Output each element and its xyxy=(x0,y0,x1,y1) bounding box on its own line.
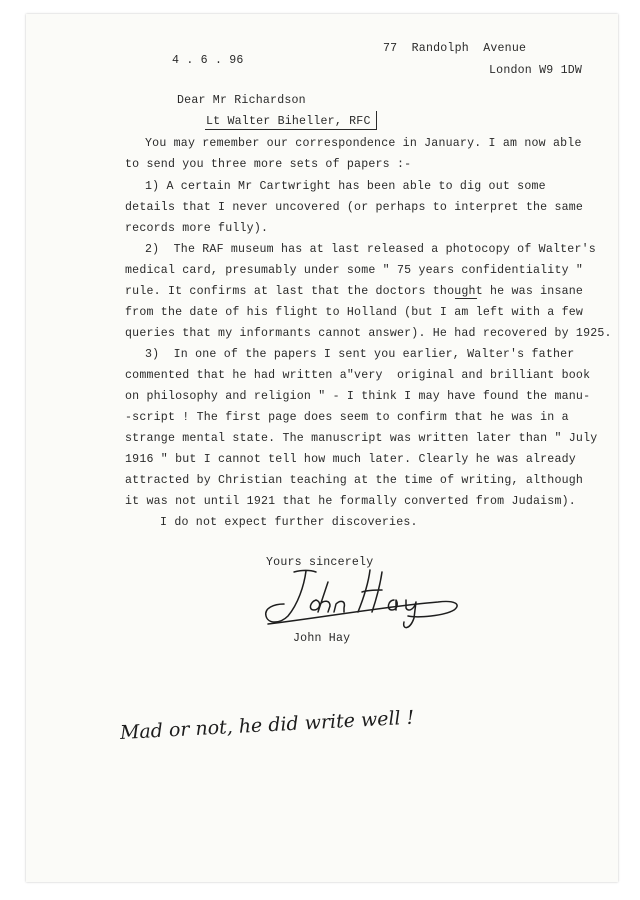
body-line-16: 1916 " but I cannot tell how much later. Clearly he was already xyxy=(125,453,576,466)
subject-line: Lt Walter Biheller, RFC xyxy=(206,115,371,128)
address-line-2: London W9 1DW xyxy=(489,64,583,77)
body-line-17: attracted by Christian teaching at the time of writing, although xyxy=(125,474,584,487)
address-line-1: 77 Randolph Avenue xyxy=(383,42,527,55)
closing: Yours sincerely xyxy=(266,556,374,569)
signature xyxy=(258,560,468,636)
typed-name: John Hay xyxy=(293,632,351,645)
body-line-6: 2) The RAF museum has at last released a photocopy of Walter's xyxy=(145,243,596,256)
body-line-18: it was not until 1921 that he formally converted from Judaism). xyxy=(125,495,576,508)
body-line-15: strange mental state. The manuscript was written later than " July xyxy=(125,432,598,445)
subject-underline xyxy=(205,129,377,130)
body-line-19: I do not expect further discoveries. xyxy=(160,516,418,529)
body-line-13: on philosophy and religion " - I think I may have found the manu- xyxy=(125,390,591,403)
subject-bracket xyxy=(376,111,377,130)
body-line-5: records more fully). xyxy=(125,222,269,235)
body-line-11: 3) In one of the papers I sent you earlier, Walter's father xyxy=(145,348,575,361)
body-line-2: to send you three more sets of papers :- xyxy=(125,158,412,171)
body-line-10: queries that my informants cannot answer). He had recovered by 1925. xyxy=(125,327,612,340)
body-line-7: medical card, presumably under some " 75 years confidentiality " xyxy=(125,264,584,277)
body-line-14: -script ! The first page does seem to confirm that he was in a xyxy=(125,411,569,424)
body-line-8: rule. It confirms at last that the doctors thought he was insane xyxy=(125,285,584,298)
body-line-9: from the date of his flight to Holland (but I am left with a few xyxy=(125,306,584,319)
salutation: Dear Mr Richardson xyxy=(177,94,306,107)
body-line-1: You may remember our correspondence in January. I am now able xyxy=(145,137,582,150)
body-line-3: 1) A certain Mr Cartwright has been able to dig out some xyxy=(145,180,546,193)
body-line-4: details that I never uncovered (or perhaps to interpret the same xyxy=(125,201,584,214)
was-underline xyxy=(455,298,477,299)
handwritten-note: Mad or not, he did write well ! xyxy=(119,706,415,744)
letter-date: 4 . 6 . 96 xyxy=(172,54,244,67)
body-line-12: commented that he had written a"very original and brilliant book xyxy=(125,369,591,382)
